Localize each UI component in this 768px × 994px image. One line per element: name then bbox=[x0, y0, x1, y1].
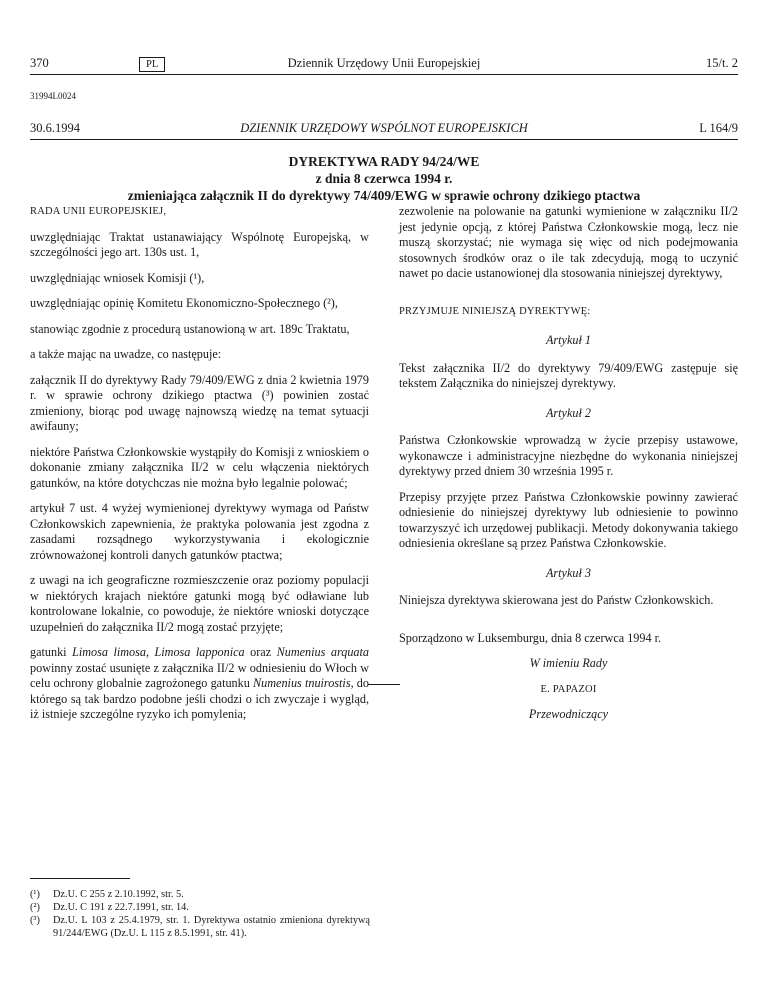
footnote-rule bbox=[30, 878, 130, 879]
adoption-formula: PRZYJMUJE NINIEJSZĄ DYREKTYWĘ: bbox=[399, 305, 591, 317]
article-2-para-2: Przepisy przyjęte przez Państwa Członkowskie powinny zawierać odniesienie do niniejszej dyrektywy lub odniesienie to powinno towarzyszyć ich urzędowej publikacji. Metody dokonywania takiego odniesienia określane są przez Państwa Członkowskie. bbox=[399, 489, 738, 550]
page-number: 370 bbox=[30, 56, 49, 70]
done-at: Sporządzono w Luksemburgu, dnia 8 czerwca 1994 r. bbox=[399, 630, 662, 645]
left-column bbox=[30, 204, 369, 733]
footnote-2 bbox=[30, 901, 370, 914]
article-2-para-1: Państwa Członkowskie wprowadzą w życie przepisy ustawowe, wykonawcze i administracyjne niezbędne do wykonania niniejszej dyrektywy przed dniem 30 września 1995 r. bbox=[399, 433, 738, 478]
right-column bbox=[399, 204, 738, 733]
oj-reference: L 164/9 bbox=[699, 121, 738, 135]
footnote-text: Dz.U. L 103 z 25.4.1979, str. 1. Dyrektywa ostatnio zmieniona dyrektywą 91/244/EWG (Dz.U. L 115 z 8.5.1991, str. 41). bbox=[53, 915, 370, 939]
footnote-1 bbox=[30, 888, 370, 901]
title-line-3: zmieniająca załącznik II do dyrektywy 74/409/EWG w sprawie ochrony dzikiego ptactwa bbox=[127, 188, 641, 203]
whereas-3: artykuł 7 ust. 4 wyżej wymienionej dyrektywy wymaga od Państw Członkowskich zapewnienia, że praktyka polowania jest zgodna z zasadami rozsądnego wykorzystywania i ekologicznie zrównoważonej kontroli danych gatunków ptactwa; bbox=[30, 501, 369, 562]
footnote-number: (²) bbox=[30, 902, 40, 913]
journal-title: Dziennik Urzędowy Unii Europejskiej bbox=[287, 56, 481, 70]
footnote-text: Dz.U. C 191 z 22.7.1991, str. 14. bbox=[53, 902, 189, 913]
footnote-text: Dz.U. C 255 z 2.10.1992, str. 5. bbox=[53, 889, 184, 900]
whereas-6: zezwolenie na polowanie na gatunki wymienione w załączniku II/2 jest jedynie opcją, z której Państwa Członkowskie mogą, lecz nie muszą skorzystać; nie wymaga się więc od nich podejmowania stosownych środków oraz o ile tak zdecydują, mogą to uczynić nawet po dacie ustanowionej dla stosowania niniejszej dyrektywy, bbox=[399, 204, 738, 280]
whereas-4: z uwagi na ich geograficzne rozmieszczenie oraz poziomy populacji w niektórych krajach niektóre gatunki mogą być odławiane lub kontrolowane lokalnie, co powoduje, że niektóre wnioski dotyczące uzupełnień do załącznika II/2 mogą zostać przyjęte; bbox=[30, 573, 369, 634]
original-journal-title: DZIENNIK URZĘDOWY WSPÓLNOT EUROPEJSKICH bbox=[240, 121, 528, 135]
species-name-2: Numenius arquata bbox=[276, 645, 369, 659]
whereas-5-text-a: gatunki bbox=[30, 645, 73, 659]
article-2-heading: Artykuł 2 bbox=[545, 405, 591, 420]
article-3-heading: Artykuł 3 bbox=[545, 565, 591, 580]
council-heading: RADA UNII EUROPEJSKIEJ, bbox=[30, 206, 167, 217]
whereas-2: niektóre Państwa Członkowskie wystąpiły do Komisji z wnioskiem o dokonanie zmiany załącznika II/2 w celu włączenia niektórych gatunków, na które dotychczas nie można było legalnie polować; bbox=[30, 444, 369, 490]
footnote-number: (¹) bbox=[30, 889, 40, 900]
footnote-3 bbox=[30, 914, 370, 940]
whereas-5-text-c: oraz bbox=[244, 645, 277, 659]
whereas-5-text-e: powinny zostać usunięte z załącznika II/2 w odniesieniu do Włoch w celu ochrony globalnie zagrożonego gatunku bbox=[30, 660, 369, 690]
footnotes bbox=[30, 888, 370, 940]
celex-number: 31994L0024 bbox=[30, 91, 76, 101]
recital-esc: uwzględniając opinię Komitetu Ekonomiczno-Społecznego (²), bbox=[30, 296, 338, 310]
signatory-role: Przewodniczący bbox=[528, 707, 609, 721]
language-box: PL bbox=[139, 57, 165, 72]
on-behalf: W imieniu Rady bbox=[529, 656, 608, 670]
whereas-5 bbox=[30, 645, 369, 723]
volume-ref: 15/t. 2 bbox=[706, 56, 738, 70]
whereas-1: załącznik II do dyrektywy Rady 79/409/EWG z dnia 2 kwietnia 1979 r. w sprawie ochrony dzikiego ptactwa (³) powinien zostać zmieniony, biorąc pod uwagę najnowszą wiedzę na temat sytuacji awifauny; bbox=[30, 372, 369, 433]
article-1-heading: Artykuł 1 bbox=[545, 333, 591, 347]
article-1-text: Tekst załącznika II/2 do dyrektywy 79/409/EWG zastępuje się tekstem Załącznika do niniejszej dyrektywy. bbox=[399, 360, 738, 390]
signatory-name: E. PAPAZOI bbox=[540, 683, 597, 695]
species-names-1: Limosa limosa, Limosa lapponica bbox=[72, 645, 245, 659]
recital-commission: uwzględniając wniosek Komisji (¹), bbox=[30, 270, 205, 285]
title-line-1: DYREKTYWA RADY 94/24/WE bbox=[288, 154, 480, 169]
recital-procedure: stanowiąc zgodnie z procedurą ustanowioną w art. 189c Traktatu, bbox=[30, 321, 350, 336]
header-rule bbox=[30, 74, 738, 75]
whereas-intro: a także mając na uwadze, co następuje: bbox=[30, 347, 222, 361]
footnote-number: (³) bbox=[30, 915, 40, 926]
subheader-rule bbox=[30, 139, 738, 140]
publication-date: 30.6.1994 bbox=[30, 121, 80, 135]
article-3-text: Niniejsza dyrektywa skierowana jest do Państw Członkowskich. bbox=[399, 593, 714, 607]
end-separator bbox=[368, 684, 400, 685]
recital-treaty: uwzględniając Traktat ustanawiający Wspólnotę Europejską, w szczególności jego art. 130s ust. 1, bbox=[30, 229, 369, 259]
title-line-2: z dnia 8 czerwca 1994 r. bbox=[315, 171, 453, 186]
species-name-3: Numenius tnuirostis bbox=[253, 676, 351, 690]
document-title bbox=[30, 153, 738, 204]
whereas-5-text-g: , do którego są tak bardzo podobne jeśli chodzi o ich zwyczaje i wygląd, iż istnieje szczególne ryzyko ich pomylenia; bbox=[30, 676, 369, 721]
